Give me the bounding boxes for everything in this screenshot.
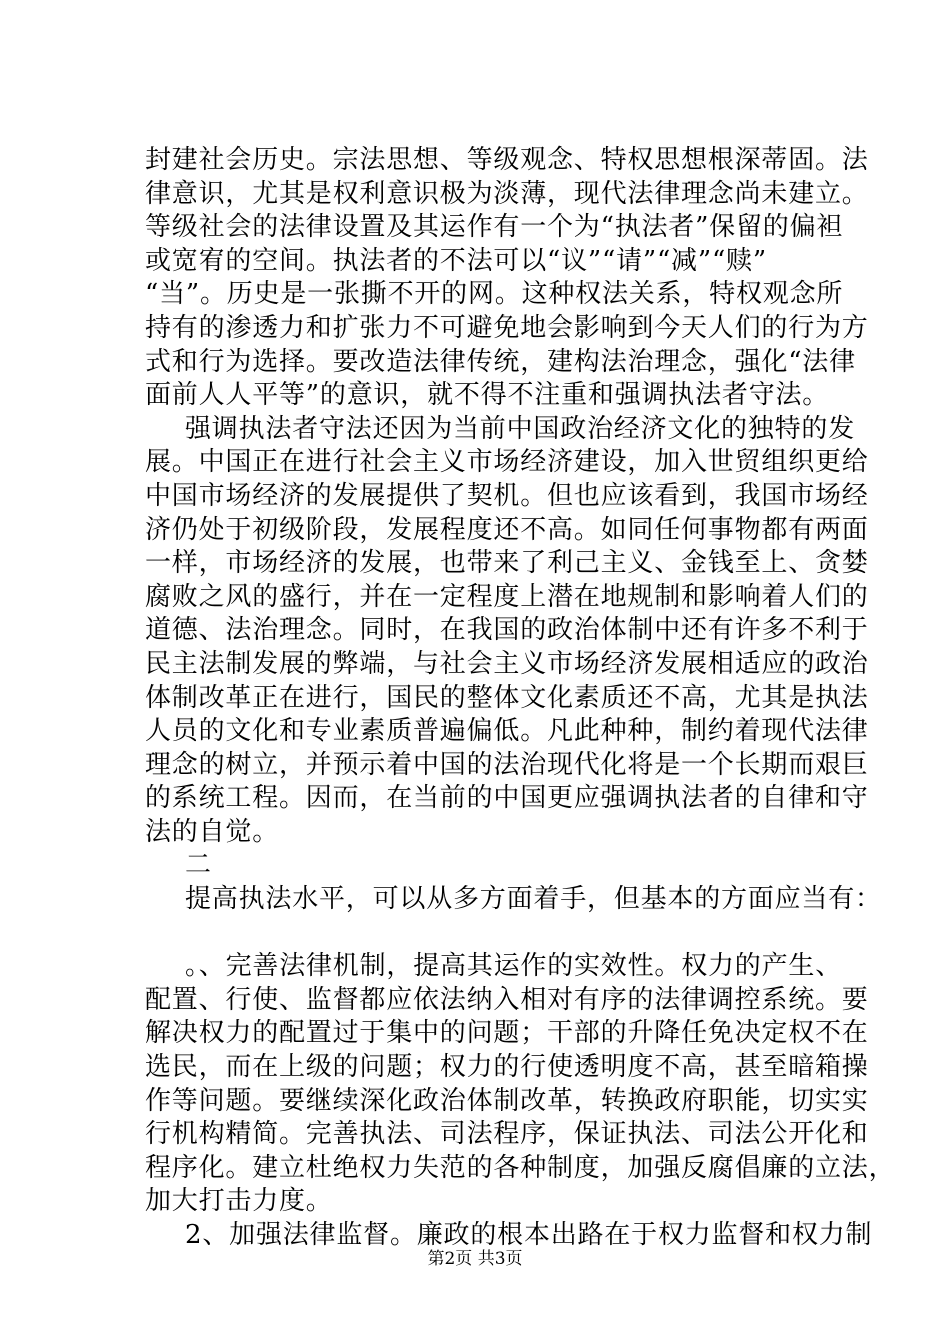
text-line: 济仍处于初级阶段，发展程度还不高。如同任何事物都有两面	[145, 514, 869, 545]
text-line: 体制改革正在进行，国民的整体文化素质还不高，尤其是执法	[145, 682, 869, 713]
text-line: 持有的渗透力和扩张力不可避免地会影响到今天人们的行为方	[145, 312, 869, 343]
text-line: 作等问题。要继续深化政治体制改革，转换政府职能，切实实	[145, 1085, 869, 1116]
text-line: 面前人人平等”的意识，就不得不注重和强调执法者守法。	[145, 380, 830, 411]
text-line: 的系统工程。因而，在当前的中国更应强调执法者的自律和守	[145, 783, 869, 814]
text-line: 程序化。建立杜绝权力失范的各种制度，加强反腐倡廉的立法，	[145, 1152, 896, 1183]
paragraph-start-line: 强调执法者守法还因为当前中国政治经济文化的独特的发	[185, 413, 856, 444]
text-line: 一样，市场经济的发展，也带来了利己主义、金钱至上、贪婪	[145, 548, 869, 579]
text-line: 理念的树立，并预示着中国的法治现代化将是一个长期而艰巨	[145, 749, 869, 780]
paragraph-start-line: 。、完善法律机制，提高其运作的实效性。权力的产生、	[185, 951, 843, 982]
text-line: 中国市场经济的发展提供了契机。但也应该看到，我国市场经	[145, 480, 869, 511]
text-line: 等级社会的法律设置及其运作有一个为“执法者”保留的偏袒	[145, 212, 844, 243]
text-line: 或宽宥的空间。执法者的不法可以“议”“请”“减”“赎”	[145, 245, 767, 276]
text-line: 民主法制发展的弊端，与社会主义市场经济发展相适应的政治	[145, 648, 869, 679]
text-line: 法的自觉。	[145, 816, 280, 847]
text-line: 行机构精简。完善执法、司法程序，保证执法、司法公开化和	[145, 1119, 869, 1150]
text-line: 配置、行使、监督都应依法纳入相对有序的法律调控系统。要	[145, 984, 869, 1015]
text-line: 解决权力的配置过于集中的问题；干部的升降任免决定权不在	[145, 1018, 869, 1049]
text-line: 人员的文化和专业素质普遍偏低。凡此种种，制约着现代法律	[145, 716, 869, 747]
paragraph-start-line: 提高执法水平，可以从多方面着手，但基本的方面应当有：	[185, 884, 882, 915]
text-line: 式和行为选择。要改造法律传统，建构法治理念，强化“法律	[145, 346, 856, 377]
text-line: 展。中国正在进行社会主义市场经济建设，加入世贸组织更给	[145, 447, 869, 478]
blank-line	[145, 917, 845, 951]
text-line: 律意识，尤其是权利意识极为淡薄，现代法律理念尚未建立。	[145, 178, 869, 209]
text-line: 选民，而在上级的问题；权力的行使透明度不高，甚至暗箱操	[145, 1052, 869, 1083]
text-line: 腐败之风的盛行，并在一定程度上潜在地规制和影响着人们的	[145, 581, 869, 612]
text-line: 加大打击力度。	[145, 1186, 333, 1217]
page-footer: 第2页 共3页	[427, 1249, 523, 1269]
text-line: 道德、法治理念。同时，在我国的政治体制中还有许多不利于	[145, 615, 869, 646]
paragraph-start-line: 2、加强法律监督。廉政的根本出路在于权力监督和权力制	[185, 1220, 873, 1250]
text-line: 封建社会历史。宗法思想、等级观念、特权思想根深蒂固。法	[145, 145, 869, 175]
text-line: “当”。历史是一张撕不开的网。这种权法关系，特权观念所	[145, 279, 844, 310]
section-number: 二	[185, 850, 212, 881]
document-body	[145, 144, 896, 1253]
